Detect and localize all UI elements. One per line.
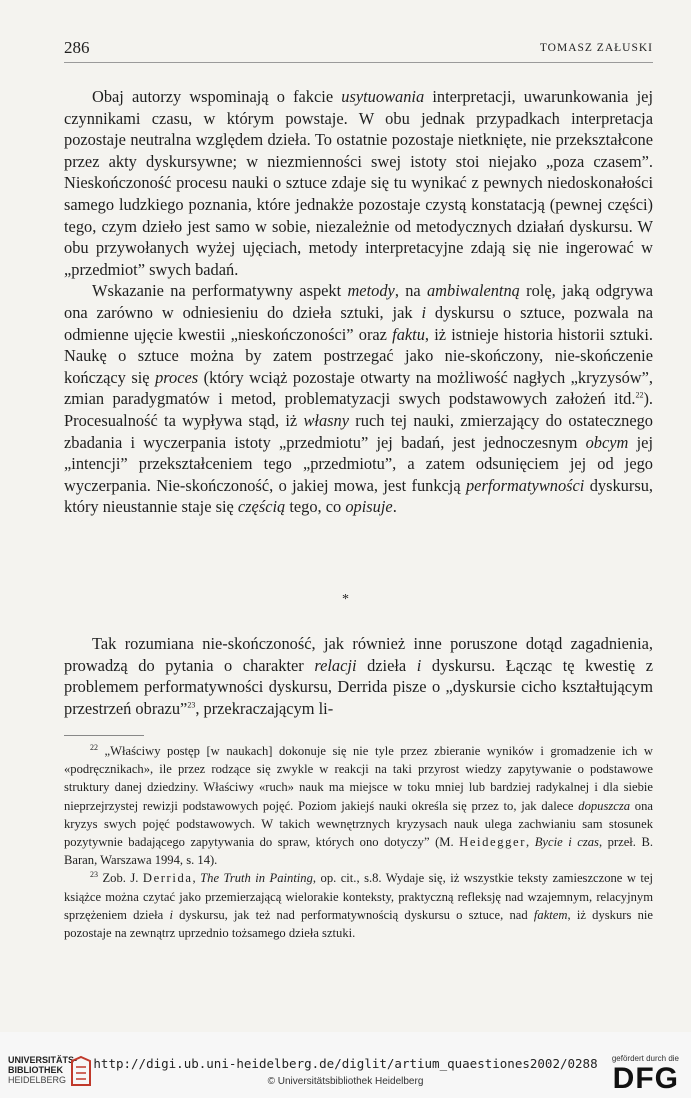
page-header bbox=[64, 38, 653, 63]
logo-line: BIBLIOTHEK bbox=[8, 1065, 63, 1075]
copyright-notice: © Universitätsbibliothek Heidelberg bbox=[267, 1076, 424, 1087]
footnote-ref: 22 bbox=[635, 390, 644, 400]
running-head: TOMASZ ZAŁUSKI bbox=[539, 42, 653, 54]
text-run: . bbox=[392, 497, 397, 517]
dfg-caption: gefördert durch die bbox=[611, 1054, 679, 1063]
italic-text: i bbox=[169, 907, 173, 922]
dfg-wordmark: DFG bbox=[612, 1062, 679, 1095]
text-run: , przekraczającym li- bbox=[195, 698, 334, 718]
paragraph bbox=[64, 633, 653, 719]
text-run: , iż dyskurs nie pozostaje na zewnątrz uprzednio tożsamego dzieła sztuki. bbox=[64, 907, 653, 941]
text-run: ona kryzys swych pojęć podstawowych. W takich wewnętrznych kryzysach nauk ulega zachwianiu sam stosunek pozytywnie badającego zapytywania do spraw, których ono dotyczy” (M. bbox=[64, 798, 653, 850]
italic-text: ambiwalentną bbox=[426, 281, 520, 301]
text-run: dyskursu. Łącząc tę kwestię z problemem performatywności dyskursu, Derrida pisze o „dyskursie cicho kształtującym przestrzeń obrazu” bbox=[64, 655, 654, 718]
text-run: Obaj autorzy wspominają o fakcie bbox=[92, 87, 342, 106]
text-run: , bbox=[192, 871, 201, 886]
italic-text: faktem bbox=[533, 907, 568, 922]
logo-line: UNIVERSITÄTS- bbox=[8, 1055, 78, 1065]
text-run: , przeł. B. Baran, Warszawa 1994, s. 14). bbox=[64, 835, 654, 868]
logo-line: HEIDELBERG bbox=[8, 1075, 67, 1085]
text-run: interpretacji, uwarunkowania jej czynnikami czasu, w którym powstaje. W obu jednak przypadkach interpretacja pozostaje neutralna względem dzieła. To ostatnie pozostaje nietknięte, nie przekształcone przez akty dyskursywne; w niezmienności swej istoty stoi niejako „poza czasem”. Nieskończoność procesu nauki o sztuce zdaje się tu wynikać z pewnych niedoskonałości samego ludzkiego poznania, które jednakże pozostaje czystą konstatacją (pewnej części) tego, czym dzieło jest samo w sobie, niezależnie od metodycznych działań dyskursu. W obu przywołanych wyżej ujęciach, metody interpretacyjne zdają się nie ingerować w „przedmiot” swych badań. bbox=[64, 87, 653, 279]
text-run: Tak rozumiana nie-skończoność, jak również inne poruszone dotąd zagadnienia, prowadzą do pytania o charakter bbox=[64, 634, 653, 675]
digitization-footer bbox=[0, 1032, 691, 1098]
source-url-link[interactable]: http://digi.ub.uni-heidelberg.de/diglit/artium_quaestiones2002/0288 bbox=[93, 1056, 598, 1071]
italic-text: The Truth in Painting bbox=[200, 871, 313, 886]
paragraph bbox=[64, 280, 653, 518]
text-run: , op. cit., s.8. Wydaje się, iż wszystkie teksty zamieszczone w tej książce można czytać jako przemierzającą wielorakie konteksty, praktyczną refleksję nad wzajemnym, relacyjnym sprzężeniem dzieła bbox=[64, 871, 653, 922]
text-run: dyskursu, jak też nad performatywnością dyskursu o sztuce, nad bbox=[172, 907, 534, 922]
page-number: 286 bbox=[64, 38, 90, 57]
paragraph bbox=[64, 86, 653, 280]
text-run: , bbox=[526, 835, 535, 850]
italic-text: częścią bbox=[237, 497, 286, 517]
text-run: dyskursu, który nieustannie staje się bbox=[64, 475, 653, 517]
footnote-ref: 23 bbox=[90, 870, 98, 880]
italic-text: proces bbox=[155, 367, 199, 387]
footnotes bbox=[64, 742, 653, 942]
text-run: (który wciąż pozostaje otwarty na możliwość nagłych „kryzysów”, zmian paradygmatów i metod, problematyzacji swych podstawowych założeń itd. bbox=[64, 367, 653, 409]
text-run: „Właściwy postęp [w naukach] dokonuje się nie tyle przez zbieranie wyników i gromadzenie ich w «podręcznikach», ile przez rodzące się zwykle w reakcji na taki przyrost wiedzy zapytywanie o podstawowe struktury danej dziedziny. Właściwy «ruch» nauk ma miejsce w toku mniej lub bardziej radykalnej i dla siebie nieprzejrzystej rewizji podstawowych pojęć. Poziom jakiejś nauki określa się przez to, jak dalece bbox=[64, 744, 653, 813]
text-run: rolę, jaką odgrywa ona zarówno w odniesieniu do dzieła sztuki, jak bbox=[64, 281, 653, 322]
text-run: tego, co bbox=[285, 497, 346, 517]
italic-text: faktu bbox=[392, 324, 425, 344]
section-separator: * bbox=[342, 592, 349, 607]
italic-text: usytuowania bbox=[341, 87, 425, 106]
footnote-ref: 23 bbox=[187, 700, 196, 710]
italic-text: dopuszcza bbox=[578, 798, 631, 813]
italic-text: Bycie i czas bbox=[534, 835, 599, 850]
text-run: dyskursu o sztuce, pozwala na odmienne ujęcie kwestii „nieskończoności” oraz bbox=[64, 302, 653, 344]
footnote-ref: 22 bbox=[90, 742, 98, 752]
footnote bbox=[64, 869, 653, 942]
footnote-rule bbox=[64, 735, 144, 736]
text-run: jej „intencji” przekształceniem tego „przedmiotu”, a zatem odsunięciem jej od jego wyczerpania. Nie-skończoność, o jakiej mowa, jest funkcją bbox=[64, 432, 654, 495]
body-text-bottom bbox=[64, 633, 653, 719]
author-name: Heidegger bbox=[459, 835, 527, 850]
author-name: Derrida bbox=[142, 871, 193, 886]
text-run: , na bbox=[394, 281, 427, 301]
italic-text: relacji bbox=[314, 655, 357, 675]
italic-text: własny bbox=[303, 410, 350, 430]
body-text-top bbox=[64, 86, 653, 518]
italic-text: i bbox=[416, 655, 422, 675]
text-run: Wskazanie na performatywny aspekt bbox=[92, 281, 348, 301]
text-run: ruch tej nauki, zmierzający do ostatecznego zbadania i wyczerpania istoty „przedmiotu” jej badań, jest jednoczesnym bbox=[64, 410, 653, 452]
italic-text: metody bbox=[347, 281, 395, 301]
footnote bbox=[64, 742, 653, 869]
text-run: dzieła bbox=[356, 655, 417, 675]
text-run: ). Procesualność ta wypływa stąd, iż bbox=[64, 389, 653, 430]
dfg-logo bbox=[599, 1054, 679, 1095]
italic-text: obcym bbox=[585, 432, 629, 452]
text-run: , iż istnieje historia historii sztuki. Naukę o sztuce można by zatem postrzegać jako nie-skończony, nie-skończenie kończący się bbox=[64, 324, 653, 387]
italic-text: performatywności bbox=[465, 475, 585, 495]
italic-text: i bbox=[421, 302, 427, 322]
italic-text: opisuje bbox=[345, 497, 393, 517]
text-run: Zob. J. bbox=[98, 871, 143, 886]
